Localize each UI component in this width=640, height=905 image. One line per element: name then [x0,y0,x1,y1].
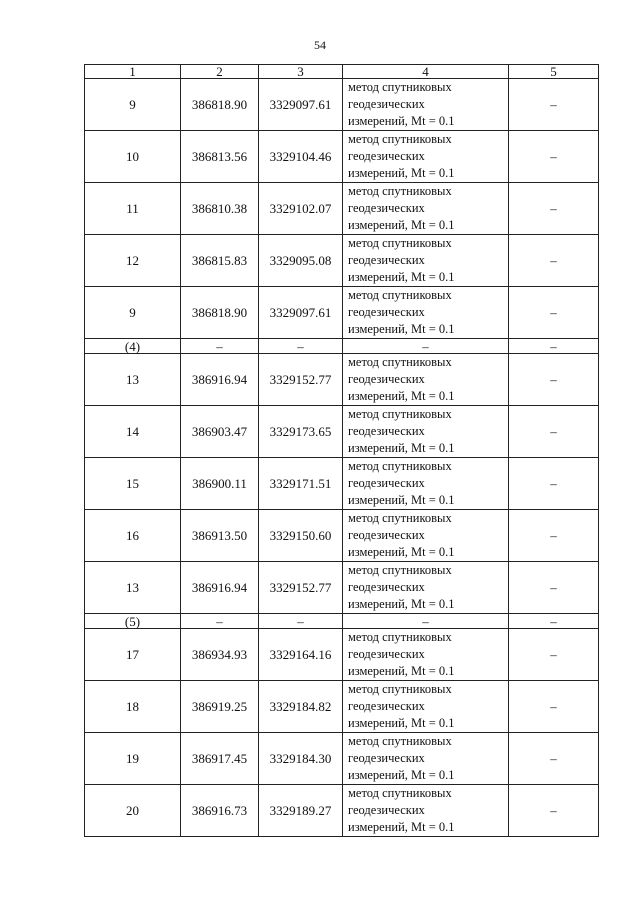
table-row [85,131,599,183]
method-line: метод спутниковых [348,132,452,146]
note-cell: – [509,733,599,785]
point-number-cell: 17 [85,629,181,681]
x-coordinate-cell: 386934.93 [181,629,259,681]
method-line: геодезических [348,372,425,386]
method-line: геодезических [348,647,425,661]
point-number-cell: (4) [85,339,181,354]
note-cell: – [509,458,599,510]
y-coordinate-cell: 3329150.60 [259,510,343,562]
note-cell: – [509,785,599,837]
y-coordinate-cell: 3329097.61 [259,79,343,131]
method-line: метод спутниковых [348,786,452,800]
y-coordinate-cell: 3329152.77 [259,354,343,406]
point-number-cell: 14 [85,406,181,458]
x-coordinate-cell: 386916.94 [181,562,259,614]
note-cell: – [509,681,599,733]
method-cell [343,235,509,287]
y-coordinate-cell: 3329171.51 [259,458,343,510]
method-line: метод спутниковых [348,734,452,748]
table-row [85,785,599,837]
point-number-cell: 18 [85,681,181,733]
method-cell [343,354,509,406]
method-line: метод спутниковых [348,563,452,577]
x-coordinate-cell: – [181,614,259,629]
point-number-cell: 11 [85,183,181,235]
method-cell [343,629,509,681]
method-cell [343,681,509,733]
method-cell [343,79,509,131]
page-number: 54 [314,38,326,52]
method-line: измерений, Mt = 0.1 [348,389,455,403]
y-coordinate-cell: 3329095.08 [259,235,343,287]
y-coordinate-cell: – [259,614,343,629]
table-row [85,79,599,131]
method-cell [343,406,509,458]
x-coordinate-cell: 386818.90 [181,79,259,131]
method-line: измерений, Mt = 0.1 [348,114,455,128]
method-line: геодезических [348,424,425,438]
method-cell [343,458,509,510]
method-line: измерений, Mt = 0.1 [348,493,455,507]
method-cell [343,785,509,837]
method-line: метод спутниковых [348,682,452,696]
method-line: измерений, Mt = 0.1 [348,820,455,834]
method-line: измерений, Mt = 0.1 [348,218,455,232]
method-line: измерений, Mt = 0.1 [348,597,455,611]
x-coordinate-cell: 386818.90 [181,287,259,339]
method-line: геодезических [348,803,425,817]
note-cell: – [509,354,599,406]
y-coordinate-cell: 3329189.27 [259,785,343,837]
table-row [85,629,599,681]
point-number-cell: 20 [85,785,181,837]
x-coordinate-cell: 386813.56 [181,131,259,183]
method-line: измерений, Mt = 0.1 [348,664,455,678]
method-line: геодезических [348,201,425,215]
note-cell: – [509,406,599,458]
method-line: геодезических [348,751,425,765]
contour-row [85,614,599,629]
table-row [85,458,599,510]
method-cell [343,183,509,235]
table-row [85,354,599,406]
y-coordinate-cell: 3329104.46 [259,131,343,183]
y-coordinate-cell: 3329184.30 [259,733,343,785]
method-cell [343,562,509,614]
y-coordinate-cell: 3329102.07 [259,183,343,235]
note-cell: – [509,614,599,629]
method-line: метод спутниковых [348,184,452,198]
x-coordinate-cell: 386903.47 [181,406,259,458]
x-coordinate-cell: 386917.45 [181,733,259,785]
method-line: геодезических [348,149,425,163]
point-number-cell: 12 [85,235,181,287]
point-number-cell: 9 [85,79,181,131]
table-row [85,681,599,733]
method-cell: – [343,614,509,629]
method-line: метод спутниковых [348,236,452,250]
x-coordinate-cell: 386919.25 [181,681,259,733]
method-line: геодезических [348,476,425,490]
header-cell: 3 [259,65,343,79]
table-row [85,183,599,235]
method-line: метод спутниковых [348,630,452,644]
table-row [85,287,599,339]
method-line: метод спутниковых [348,288,452,302]
header-cell: 2 [181,65,259,79]
note-cell: – [509,235,599,287]
x-coordinate-cell: 386913.50 [181,510,259,562]
x-coordinate-cell: 386810.38 [181,183,259,235]
point-number-cell: 19 [85,733,181,785]
method-line: измерений, Mt = 0.1 [348,166,455,180]
table-row [85,733,599,785]
note-cell: – [509,131,599,183]
method-line: измерений, Mt = 0.1 [348,270,455,284]
method-line: геодезических [348,699,425,713]
method-line: измерений, Mt = 0.1 [348,322,455,336]
method-cell [343,287,509,339]
method-line: измерений, Mt = 0.1 [348,716,455,730]
method-cell [343,131,509,183]
y-coordinate-cell: 3329152.77 [259,562,343,614]
table-row [85,510,599,562]
point-number-cell: 9 [85,287,181,339]
x-coordinate-cell: 386900.11 [181,458,259,510]
table-row [85,406,599,458]
method-line: метод спутниковых [348,459,452,473]
method-line: измерений, Mt = 0.1 [348,545,455,559]
point-number-cell: 13 [85,562,181,614]
method-line: измерений, Mt = 0.1 [348,768,455,782]
coordinates-table-body [85,65,599,837]
method-line: геодезических [348,305,425,319]
method-line: геодезических [348,253,425,267]
header-cell: 5 [509,65,599,79]
y-coordinate-cell: 3329184.82 [259,681,343,733]
contour-row [85,339,599,354]
header-cell: 1 [85,65,181,79]
coordinates-table [84,64,599,837]
note-cell: – [509,510,599,562]
header-cell: 4 [343,65,509,79]
note-cell: – [509,562,599,614]
point-number-cell: 15 [85,458,181,510]
point-number-cell: 13 [85,354,181,406]
note-cell: – [509,287,599,339]
method-line: геодезических [348,97,425,111]
method-line: метод спутниковых [348,80,452,94]
point-number-cell: 16 [85,510,181,562]
method-line: метод спутниковых [348,355,452,369]
y-coordinate-cell: – [259,339,343,354]
table-row [85,562,599,614]
note-cell: – [509,183,599,235]
point-number-cell: 10 [85,131,181,183]
note-cell: – [509,79,599,131]
point-number-cell: (5) [85,614,181,629]
method-line: метод спутниковых [348,511,452,525]
x-coordinate-cell: – [181,339,259,354]
y-coordinate-cell: 3329164.16 [259,629,343,681]
method-cell: – [343,339,509,354]
y-coordinate-cell: 3329173.65 [259,406,343,458]
header-row [85,65,599,79]
method-cell [343,733,509,785]
x-coordinate-cell: 386916.94 [181,354,259,406]
table-row [85,235,599,287]
x-coordinate-cell: 386815.83 [181,235,259,287]
method-cell [343,510,509,562]
note-cell: – [509,629,599,681]
method-line: геодезических [348,580,425,594]
method-line: метод спутниковых [348,407,452,421]
method-line: геодезических [348,528,425,542]
method-line: измерений, Mt = 0.1 [348,441,455,455]
x-coordinate-cell: 386916.73 [181,785,259,837]
note-cell: – [509,339,599,354]
y-coordinate-cell: 3329097.61 [259,287,343,339]
